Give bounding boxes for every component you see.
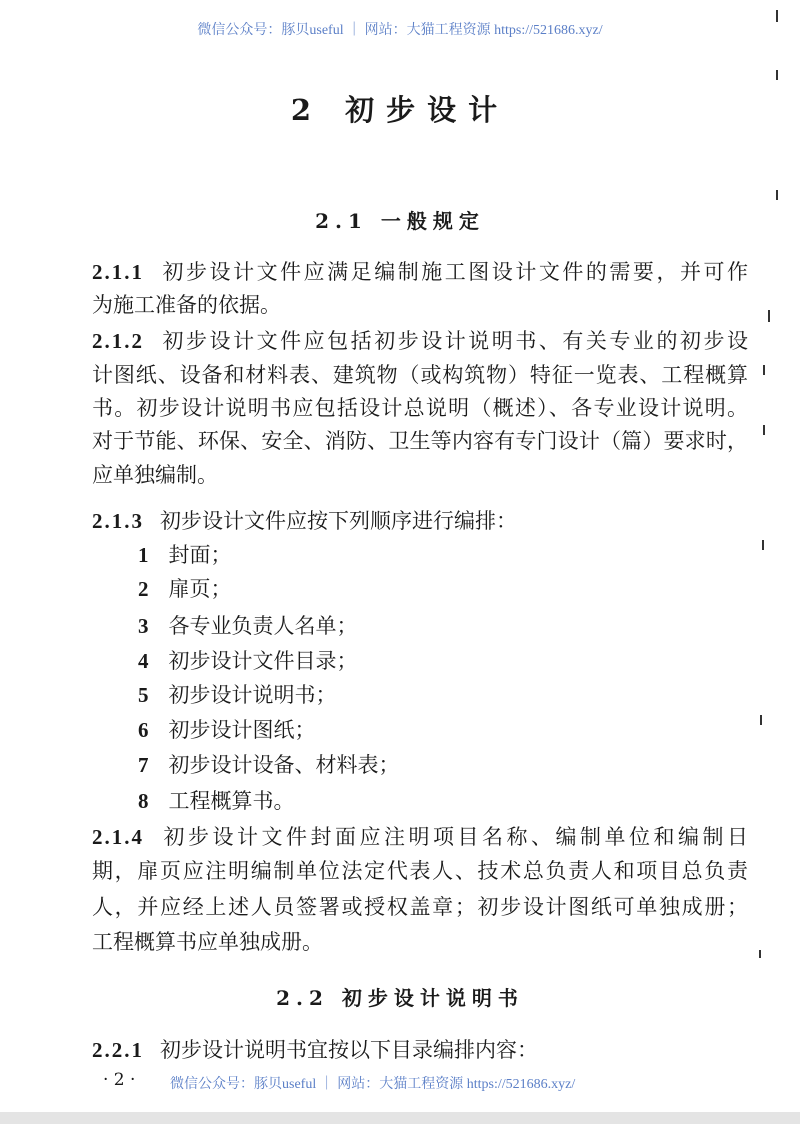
list-item-text: 初步设计图纸； [168,718,316,742]
chapter-title: 2 初步设计 [290,93,510,127]
section-title-2-1: 2.1 一般规定 [315,209,485,233]
list-item-number: 1 [138,543,149,567]
list-item-number: 3 [138,614,149,638]
scan-mark [759,950,761,958]
scan-mark [760,715,762,725]
scan-mark [768,310,770,322]
clause-text-line: 期，扉页应注明编制单位法定代表人、技术总负责人和项目总负责 [92,859,748,883]
watermark-bottom: 微信公众号：豚贝useful ｜ 网站：大猫工程资源 https://521686.xyz/ [170,1077,576,1092]
list-item-text: 各专业负责人名单； [168,614,358,638]
list-item-number: 8 [138,789,149,813]
list-item [138,714,316,744]
clause-text: 初步设计文件应满足编制施工图设计文件的需要，并可作 [160,260,748,284]
page-number: · 2 · [103,1070,136,1090]
list-item [138,749,400,779]
list-item-number: 7 [138,753,149,777]
list-item-text: 初步设计设备、材料表； [168,753,400,777]
list-item-text: 初步设计文件目录； [168,649,358,673]
scan-mark [776,190,778,200]
list-item-number: 5 [138,683,149,707]
clause-text: 初步设计说明书宜按以下目录编排内容： [160,1038,538,1062]
watermark-top: 微信公众号：豚贝useful ｜ 网站：大猫工程资源 https://521686.xyz/ [197,23,603,38]
list-item-number: 4 [138,649,149,673]
clause-text-line: 计图纸、设备和材料表、建筑物（或构筑物）特征一览表、工程概算 [92,363,748,387]
list-item-text: 封面； [168,543,232,567]
list-item-text: 工程概算书。 [168,789,295,813]
clause-text-line: 人，并应经上述人员签署或授权盖章；初步设计图纸可单独成册； [92,895,748,919]
clause-number: 2.1.4 [92,825,144,849]
clause-2-1-1 [92,256,748,286]
scan-mark [776,70,778,80]
clause-2-1-4 [92,821,748,851]
clause-number: 2.1.1 [92,260,144,284]
list-item-number: 6 [138,718,149,742]
clause-text-line: 对于节能、环保、安全、消防、卫生等内容有专门设计（篇）要求时， [92,429,748,453]
list-item-number: 2 [138,577,149,601]
list-item [138,610,358,640]
clause-text: 初步设计文件应按下列顺序进行编排： [160,509,517,533]
clause-text-line: 书。初步设计说明书应包括设计总说明（概述）、各专业设计说明。 [92,396,748,420]
clause-2-2-1 [92,1034,538,1064]
list-item [138,573,232,603]
clause-text-line: 应单独编制。 [92,463,218,487]
list-item-text: 扉页； [168,577,232,601]
clause-text-line: 工程概算书应单独成册。 [92,930,323,954]
clause-text: 初步设计文件应包括初步设计说明书、有关专业的初步设 [160,329,748,353]
list-item [138,785,295,815]
scan-mark [763,365,765,375]
clause-2-1-3 [92,505,517,535]
clause-text: 初步设计文件封面应注明项目名称、编制单位和编制日 [160,825,748,849]
list-item [138,645,358,675]
clause-text-line: 为施工准备的依据。 [92,293,281,317]
scan-mark [763,425,765,435]
list-item [138,539,232,569]
list-item-text: 初步设计说明书； [168,683,337,707]
list-item [138,679,337,709]
scan-mark [762,540,764,550]
clause-number: 2.1.2 [92,329,144,353]
viewer-bottom-bar [0,1112,800,1124]
scan-mark [776,10,778,22]
section-title-2-2: 2.2 初步设计说明书 [276,986,524,1010]
clause-number: 2.1.3 [92,509,144,533]
clause-number: 2.2.1 [92,1038,144,1062]
clause-2-1-2 [92,325,748,355]
